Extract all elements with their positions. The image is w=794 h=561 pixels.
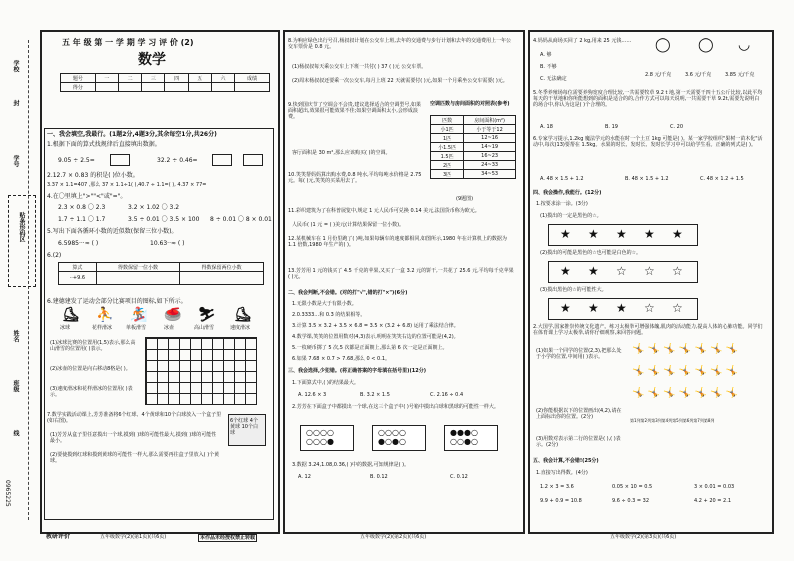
- aircon-table-title: 空调匹数与房间面积的对照表(参考): [430, 101, 510, 107]
- c3-q5-option-a[interactable]: A. 18: [540, 124, 553, 130]
- judge-2: 2.0.3333…和 0.3̇ 的结果相等。: [292, 312, 366, 318]
- q4-compare-e: 8 ÷ 0.01 〇 8 × 0.01: [210, 216, 272, 223]
- footer-page-3: 五年级数学(2)(第3页)(共6页): [610, 534, 677, 540]
- operation-1-part-3: (3)摸出黑色的☆的可能性大。: [540, 287, 607, 293]
- calc-1-d: 9.9 + 0.9 = 10.8: [540, 498, 582, 504]
- score-table: [60, 73, 270, 92]
- rounding-expression: ··+9.6: [59, 272, 97, 285]
- table-row: [431, 152, 516, 161]
- calc-1-b: 0.05 × 10 = 0.5: [612, 484, 653, 490]
- score-header: 一: [95, 74, 118, 83]
- judge-6: 6.如果 7.68 × 0.7 > 7.68,那么 0 < 0.1。: [292, 356, 390, 362]
- q1-expression-b: 32.2 ÷ 0.46=: [157, 157, 198, 164]
- q4-compare-a: 2.3 × 0.8 〇 2.3: [58, 204, 106, 211]
- star-outline-icon: ☆: [644, 301, 655, 315]
- rounding-table-header: [59, 263, 264, 272]
- table-cell: 小1.5匹: [431, 143, 464, 152]
- score-cell[interactable]: [165, 83, 188, 92]
- q8-part-1: (1)芳芳从盒子里任意摸出一个球,摸到( )球的可能性最大,摸到( )球的可能性最小。: [50, 432, 217, 444]
- c3-q6-option-c[interactable]: C. 48 × 1.2 + 1.5: [700, 176, 744, 182]
- star-icon: ★: [560, 264, 571, 278]
- q1-answer-box[interactable]: [212, 154, 232, 166]
- judge-4: 4.数学课,笑笑的位置用数对(4,3)表示,明明在笑笑右边的位置可能是(4,2)。: [292, 334, 459, 340]
- figure-skating-icon: ⛹: [96, 307, 114, 323]
- table-cell: 34~53: [464, 170, 516, 179]
- calc-1: 1.直接写出得数。(4分): [536, 470, 588, 476]
- choice-3-option-c[interactable]: C. 0.12: [450, 474, 468, 480]
- question-8: 7.数学实践活动课上,芳芳准备将6个红球、4个黄球和10个白球放入一个盒子里(如右图)。: [47, 412, 222, 424]
- section-5-title: 五、我会计算,不会错!(25分): [533, 458, 599, 464]
- choice-1-option-c[interactable]: C. 2.16 ÷ 0.4: [430, 392, 464, 398]
- table-row: [431, 170, 516, 179]
- table-cell: 3匹: [431, 170, 464, 179]
- choice-1-option-a[interactable]: A. 12.6 × 3: [298, 392, 327, 398]
- score-cell[interactable]: [211, 83, 234, 92]
- section-4-title: 四、我会操作,我能行。(12分): [533, 190, 602, 196]
- operation-2-part-2: (2)你能根据以下的位置画出(4,2),请在上面标出你的位置。(2分): [536, 408, 622, 420]
- price-label-2: 3.6 元/千克: [685, 72, 712, 78]
- q1-answer-box[interactable]: [243, 154, 263, 166]
- c2-q8-part-2: (2)周末杨叔叔还要乘一次公交车,每月上班 22 天就需要付( )元,如果一个月乘坐公交车需要( )元。: [292, 78, 508, 84]
- star-icon: ★: [588, 227, 599, 241]
- star-icon: ★: [616, 227, 627, 241]
- table-row: [431, 125, 516, 134]
- score-header: 四: [165, 74, 188, 83]
- c3-q5-option-c[interactable]: C. 20: [670, 124, 684, 130]
- star-icon: ★: [672, 227, 683, 241]
- q1-expression-a: 9.05 ÷ 2.5=: [58, 157, 95, 164]
- question-1: 1.根据下面的算式找规律后直接填出数据。: [47, 141, 161, 148]
- star-icon: ★: [560, 301, 571, 315]
- q5-answer-a: 6.5985···≈ ( ): [58, 240, 99, 247]
- ball-box-c-balls: ●●●○ ○○●○: [450, 428, 478, 446]
- table-cell: 16~23: [464, 152, 516, 161]
- table-row: [431, 143, 516, 152]
- table-row: [431, 116, 516, 125]
- c3-q4-option-a[interactable]: A. 够: [540, 52, 552, 58]
- score-table-row: [61, 74, 270, 83]
- choice-1: 1.下面算式中,( )的结果最大。: [292, 380, 359, 386]
- operation-2-part-3: (3)用数对表示第二行的位置是( ),( )表示。(2分): [536, 436, 621, 448]
- section-2-title: 二、我会判断,不会错。(对的打"√",错的打"×")(6分): [288, 290, 408, 296]
- star-icon: ★: [588, 301, 599, 315]
- rounding-col-two-decimal: 得数保留两位小数: [180, 263, 264, 272]
- table-cell: 24~33: [464, 161, 516, 170]
- c2-q11-part-b: 人民币( )1 元 = ( )美元(计算结果保留一位小数)。: [292, 222, 405, 228]
- footer-copyright: 本作品未经授权禁止转载: [200, 535, 256, 541]
- ball-box-label: 6个红球 4个黄球 10个白球: [230, 418, 258, 436]
- q5-answer-b: 10.63··≈ ( ): [150, 240, 185, 247]
- calc-1-e: 9.6 ÷ 0.3 = 32: [612, 498, 650, 504]
- q4-compare-b: 3.2 × 1.02 〇 3.2: [128, 204, 180, 211]
- table-cell: 1.5匹: [431, 152, 464, 161]
- ball-box-a-balls: ○○○○ ○○○●: [306, 428, 334, 446]
- q1-answer-box[interactable]: [110, 154, 130, 166]
- speed-skating-icon: ⛸: [234, 307, 252, 323]
- operation-1-part-1: (1)摸出的一定是黑色的☆。: [540, 213, 602, 219]
- table-header: 匹数: [431, 116, 464, 125]
- side-label-student-id: 学号: [12, 155, 19, 167]
- taichi-column-labels: 第1列第2列第3列第4列第5列第6列第7列第8列: [630, 418, 715, 423]
- score-cell[interactable]: [119, 83, 142, 92]
- star-icon: ★: [588, 264, 599, 278]
- question-6: 6.(2): [47, 252, 62, 259]
- taichi-row-3: 🤸 🤸 🤸 🤸 🤸 🤸 🤸: [632, 388, 739, 399]
- score-header: 题号: [61, 74, 96, 83]
- rounding-answer-cell[interactable]: [180, 272, 264, 285]
- ball-box-b-balls: ○○○○ ●○●○: [378, 428, 406, 446]
- c2-question-12: 12.某机械车在 1 月份里跑了( )吨,如果每辆车的速度都相同,如图所示,1980 年在计算机上的数据为 1.1 倍数,1980 年生产的( )。: [288, 236, 507, 248]
- c3-q6-option-a[interactable]: A. 48 × 1.5 + 1.2: [540, 176, 584, 182]
- side-label-name: 姓名: [12, 330, 19, 342]
- judge-3: 3.计算 3.5 × 3.2 + 3.5 × 6.8 = 3.5 × (3.2 + 6.8) 运用了乘法结合律。: [292, 323, 459, 329]
- aircon-table-caption: (9题图): [456, 196, 474, 202]
- fruit-icon-3: ◡: [738, 37, 751, 53]
- q4-compare-c: 1.7 ÷ 1.1 〇 1.7: [58, 216, 106, 223]
- snowboard-icon: 🏂: [130, 307, 148, 323]
- star-icon: ★: [560, 227, 571, 241]
- sport-label-speed: 速度滑冰: [230, 325, 251, 331]
- side-label-line: 线: [12, 430, 19, 436]
- score-cell[interactable]: [95, 83, 118, 92]
- table-cell: 小1匹: [431, 125, 464, 134]
- table-cell: 14~19: [464, 143, 516, 152]
- table-cell: 2匹: [431, 161, 464, 170]
- sport-label-alpine: 高山滑雪: [194, 325, 215, 331]
- q7-part-3: (3)速度滑冰和花样滑冰的位置用( )表示。: [50, 386, 133, 398]
- sport-label-figure: 花样滑冰: [92, 325, 113, 331]
- score-header: 六: [211, 74, 234, 83]
- table-row: [431, 134, 516, 143]
- choice-3-option-a[interactable]: A. 12: [298, 474, 311, 480]
- c2-question-8: 8.为响应绿色出行号召,杨叔叔计划在公交车上班,去年的交通费与步行计划和去年的交通费用上一年公交车票价是 0.8 元。: [288, 38, 511, 50]
- q8-part-2: (2)要使摸到红球和摸到黄球的可能性一样大,那么需要再往盒子里放入( )个黄球。: [50, 452, 220, 464]
- score-table-row: [61, 83, 270, 92]
- operation-2: 2.大国学,国家推崇传统文化遗产。练习太极拳可增强体魄,肌肉的活动能力,提高人体的心肺功能。同学们在体育课上学习太极拳,请你仔细观察,来回答问题。: [533, 324, 763, 336]
- score-header: 成绩: [235, 74, 270, 83]
- score-header: 三: [142, 74, 165, 83]
- rounding-col-expression: 算式: [59, 263, 97, 272]
- calc-1-f: 4.2 + 20 = 2.1: [694, 498, 732, 504]
- c3-question-5: 5.冬季养殖场每位需要养狗宽度合理比较,一共需要牧草 9.2 t 地,第一天需要干四十五公斤比较,以此平均每天的干草地和你所能想到的面积是适合的的,合作方式可以每天说明,一共需要干草 9.2t,需要先说明白的场合中,你认为这是( )个合理的。: [533, 90, 763, 108]
- q7-part-2: (2)冰壶的位置是向右移动8格是( )。: [50, 366, 131, 372]
- question-7: 6.建德建发了运动会部分比赛项目的图标,如下所示。: [47, 298, 187, 305]
- c2-question-11: 11.彩织建筑为了在科普展览中,规定 1 元人民币可兑换 0.14 美元,法国货币称为欧元。: [288, 208, 480, 214]
- star-icon: ★: [616, 301, 627, 315]
- choice-1-option-b[interactable]: B. 3.2 × 1.5: [360, 392, 390, 398]
- question-3: 3.37 × 1.1=407 ,那么 37 × 1.1÷1( ),40.7 ÷ 1.1=( ), 4.37 × 77=: [47, 182, 207, 188]
- barcode-area-label: 贴条形码区: [18, 212, 25, 242]
- calc-1-a: 1.2 × 3 = 3.6: [540, 484, 574, 490]
- aircon-table: [430, 115, 516, 179]
- c2-question-9: 9.快到国庆节了空调会不会贵,建议选择适合的空调型号,如果面积超出,效果很可能效果不佳;如果空调面积太小,会形成浪费。: [288, 102, 421, 120]
- star-outline-icon: ☆: [672, 264, 683, 278]
- star-icon: ★: [644, 227, 655, 241]
- side-label-school: 学校: [12, 60, 19, 72]
- table-row: [59, 272, 264, 285]
- rounding-table: [58, 262, 264, 285]
- table-row: [431, 161, 516, 170]
- side-label-seal-1: 封: [12, 100, 19, 106]
- footer-left-p1: 教研评价: [46, 533, 71, 540]
- footer-page-2: 五年级数学(2)(第2页)(共6页): [360, 534, 427, 540]
- section-1-title: 一、我会填空,我最行。(1题2分,4题3分,其余每空1分,共26分): [47, 131, 217, 138]
- judge-1: 1.无限小数是大于有限小数。: [292, 301, 357, 307]
- rounding-col-one-decimal: 得数保留一位小数: [96, 263, 180, 272]
- c2-q9-part-a: 客厅面积是 30 m²,那么应该购买( )的空调。: [292, 150, 391, 156]
- c3-question-6: 6.专家学习提示,1.2kg 魔法学元的水能在时一个土豆 1kg 可能是( )。某一家学校组织"果树一苗木化"活动中,每次(13)要帮在 1.5kg。水果的时长、发时长、发时长学习中可以给学生看。正确的列式是( )。: [533, 136, 763, 148]
- choice-2: 2.芳芳在下面盒子中都摸出一个球,在这三个盒子中( )号箱中摸出白球和黑球的可能性一样大。: [292, 404, 499, 410]
- price-label-1: 2.8 元/千克: [645, 72, 672, 78]
- c3-q5-option-b[interactable]: B. 19: [605, 124, 618, 130]
- exam-title: 五 年 级 第 一 学 期 学 习 评 价 (2): [62, 38, 194, 47]
- score-label: 得分: [61, 83, 96, 92]
- operation-2-part-1: (1)如果一个同学的位置(2,3),把那么处于小学的位置,中间用( )表示。: [536, 348, 622, 360]
- score-cell[interactable]: [142, 83, 165, 92]
- c2-question-13: 13.芳芳用 1 元的钱买了 4.5 千克的苹果,又买了一盒 3.2 元的饼干,一共花了 25.6 元,平均每千克苹果( )元。: [288, 268, 514, 280]
- choice-3-option-b[interactable]: B. 0.12: [370, 474, 388, 480]
- section-3-title: 三、我会选择,少犯错。(将正确答案的字母填在括号里)(12分): [288, 368, 427, 374]
- table-cell: 1匹: [431, 134, 464, 143]
- side-code: 0965225: [4, 480, 11, 507]
- calc-1-c: 3 × 0.01 = 0.03: [694, 484, 735, 490]
- fruit-icon-2: ◯: [698, 37, 714, 53]
- operation-1: 1.按要求涂一涂。(3分): [536, 201, 588, 207]
- price-label-3: 3.85 元/千克: [725, 72, 755, 78]
- sport-label-snowboard: 单板滑雪: [126, 325, 147, 331]
- coordinate-grid: [145, 337, 257, 405]
- star-outline-icon: ☆: [616, 264, 627, 278]
- operation-1-part-2: (2)摸出的可能是黑色的☆也可能是白色的☆。: [540, 250, 642, 256]
- score-header: 二: [119, 74, 142, 83]
- rounding-answer-cell[interactable]: [96, 272, 180, 285]
- c2-question-10: 10.笑笑帮妈妈算出购水费,0.8 吨水,平均每吨水价格是 2.75 元。每( )元,笑笑的买菜用去了。: [288, 172, 422, 184]
- sport-label-curling: 冰壶: [164, 325, 175, 331]
- sport-label-hockey: 冰球: [60, 325, 71, 331]
- subject-title: 数学: [138, 52, 166, 68]
- hockey-icon: ⛸: [62, 307, 80, 323]
- table-cell: 小于等于12: [464, 125, 516, 134]
- side-label-class: 班级: [12, 380, 19, 392]
- c3-q4-option-b[interactable]: B. 不够: [540, 64, 557, 70]
- question-2: 2.12.7 × 0.83 的积是( )位小数。: [47, 172, 139, 179]
- table-cell: 12~16: [464, 134, 516, 143]
- taichi-row-2: 🤸 🤸 🤸 🤸 🤸 🤸 🤸: [632, 366, 739, 377]
- choice-3: 3.数据 3.24,1.08,0.36,( )中的数据,可知规律是( )。: [292, 462, 410, 468]
- alpine-ski-icon: ⛷: [198, 307, 216, 323]
- question-5: 5.写出下面各循环小数的近似数(保留三位小数)。: [47, 228, 178, 235]
- score-header: 五: [188, 74, 211, 83]
- curling-icon: 🥌: [164, 307, 182, 323]
- table-header: 房间面积(m²): [464, 116, 516, 125]
- star-outline-icon: ☆: [672, 301, 683, 315]
- fruit-icon-1: ◯: [655, 37, 671, 53]
- star-outline-icon: ☆: [644, 264, 655, 278]
- footer-page-1: 五年级数学(2)(第1页)(共6页): [100, 534, 167, 540]
- score-cell[interactable]: [235, 83, 270, 92]
- c2-q8-part-1: (1)杨叔叔每天乘公交车上下班一共付( ) 37 ( )元 公交车票。: [292, 64, 427, 70]
- c3-question-4: 4.妈妈从商场买回了 2 kg,用来 25 元钱……: [533, 38, 632, 44]
- judge-5: 5.一枚硬币掷了 5 次,5 次都是正面朝上,那么第 6 次一定是正面朝上。: [292, 345, 448, 351]
- question-4: 4.在〇里填上">""<"或"="。: [47, 193, 127, 200]
- score-cell[interactable]: [188, 83, 211, 92]
- q7-part-1: (1)冰球比赛的位置用(1,5)表示,那么高山滑雪的位置用( )表示。: [50, 340, 136, 352]
- c3-q6-option-b[interactable]: B. 48 × 1.5 + 1.2: [625, 176, 669, 182]
- taichi-row-1: 🤸 🤸 🤸 🤸 🤸 🤸 🤸: [632, 344, 739, 355]
- c3-q4-option-c[interactable]: C. 无法确定: [540, 76, 567, 82]
- q4-compare-d: 3.5 ÷ 0.01 〇 3.5 × 100: [128, 216, 200, 223]
